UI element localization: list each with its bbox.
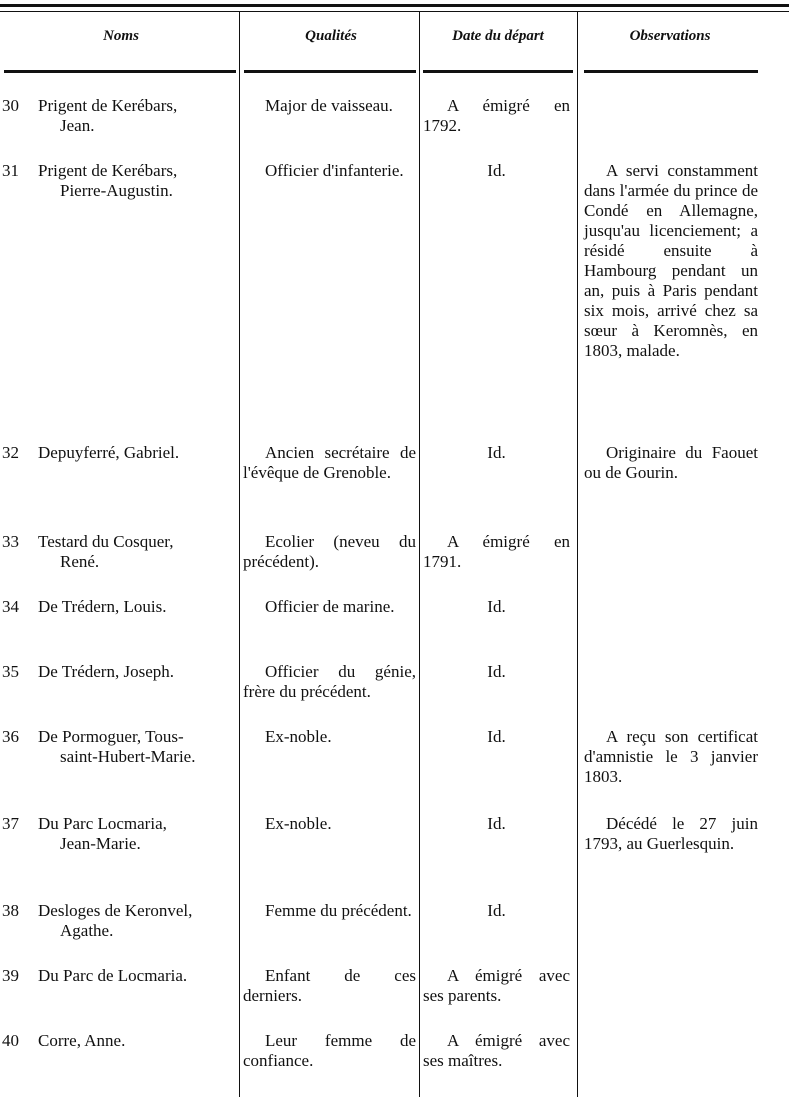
observation-cell: Décédé le 27 juin 1793, au Guerlesquin. — [584, 814, 758, 853]
date-cell: A émigré avec ses parents. — [423, 966, 570, 1005]
nom-cell — [38, 597, 238, 617]
date-cell: Id. — [487, 597, 506, 616]
header-rule-qualites — [244, 70, 416, 73]
row-number: 35 — [2, 662, 19, 681]
nom-line-1: De Pormoguer, Tous- — [38, 727, 184, 746]
row-number: 40 — [2, 1031, 19, 1050]
nom-cell — [38, 532, 238, 572]
date-cell: Id. — [487, 161, 506, 180]
nom-line-2: Pierre-Augustin. — [60, 181, 173, 200]
observation-cell: A servi constamment dans l'armée du prince de Condé en Allemagne, jusqu'au licenciement; a résidé ensuite à Hambourg pendant un an, puis à Paris pendant six mois, arrivé chez sa sœur à Keromnès, en 1803, malade. — [584, 161, 758, 360]
row-number: 32 — [2, 443, 19, 462]
nom-cell — [38, 1031, 238, 1051]
qualite-cell: Major de vaisseau. — [265, 96, 393, 115]
qualite-cell: Officier d'infanterie. — [265, 161, 404, 180]
nom-cell — [38, 662, 238, 682]
qualite-cell: Femme du précédent. — [265, 901, 412, 920]
nom-cell — [38, 443, 238, 463]
nom-line-2: Agathe. — [60, 921, 114, 940]
column-divider-2 — [419, 12, 420, 1097]
row-number: 37 — [2, 814, 19, 833]
row-number: 33 — [2, 532, 19, 551]
row-number: 38 — [2, 901, 19, 920]
header-date-depart: Date du départ — [452, 28, 544, 44]
row-number: 39 — [2, 966, 19, 985]
date-cell: A émigré avec ses maîtres. — [423, 1031, 570, 1070]
date-cell: Id. — [487, 443, 506, 462]
header-rule-observations — [584, 70, 758, 73]
header-rule-noms — [4, 70, 236, 73]
nom-line-2: Jean-Marie. — [60, 834, 141, 853]
header-noms: Noms — [103, 28, 139, 44]
nom-line-1: De Trédern, Joseph. — [38, 662, 174, 681]
qualite-cell: Ancien secrétaire de l'évêque de Grenoble. — [243, 443, 416, 482]
nom-line-1: Du Parc Locmaria, — [38, 814, 167, 833]
qualite-cell: Ecolier (neveu du précédent). — [243, 532, 416, 571]
qualite-cell: Ex-noble. — [265, 727, 332, 746]
nom-line-1: Du Parc de Locmaria. — [38, 966, 188, 985]
nom-line-1: Prigent de Kerébars, — [38, 161, 178, 180]
nom-line-1: Testard du Cosquer, — [38, 532, 174, 551]
date-cell: A émigré en 1791. — [423, 532, 570, 571]
nom-cell — [38, 727, 238, 767]
nom-line-2: René. — [60, 552, 100, 571]
nom-line-1: De Trédern, Louis. — [38, 597, 167, 616]
column-divider-1 — [239, 12, 240, 1097]
nom-cell — [38, 161, 238, 201]
nom-line-2: saint-Hubert-Marie. — [60, 747, 196, 766]
nom-line-2: Jean. — [60, 116, 95, 135]
nom-cell — [38, 901, 238, 941]
column-divider-3 — [577, 12, 578, 1097]
row-number: 30 — [2, 96, 19, 115]
nom-cell — [38, 96, 238, 136]
date-cell: Id. — [487, 662, 506, 681]
nom-line-1: Prigent de Kerébars, — [38, 96, 178, 115]
row-number: 31 — [2, 161, 19, 180]
row-number: 34 — [2, 597, 19, 616]
nom-line-1: Depuyferré, Gabriel. — [38, 443, 180, 462]
header-observations: Observations — [629, 28, 711, 44]
nom-line-1: Desloges de Keronvel, — [38, 901, 193, 920]
date-cell: Id. — [487, 901, 506, 920]
row-number: 36 — [2, 727, 19, 746]
nom-cell — [38, 966, 238, 986]
top-rule-thick — [0, 4, 789, 7]
nom-cell — [38, 814, 238, 854]
header-rule-date — [423, 70, 573, 73]
top-rule-thin — [0, 11, 789, 12]
qualite-cell: Officier du génie, frère du précédent. — [243, 662, 416, 701]
nom-line-1: Corre, Anne. — [38, 1031, 126, 1050]
qualite-cell: Officier de marine. — [265, 597, 395, 616]
observation-cell: A reçu son certificat d'amnistie le 3 janvier 1803. — [584, 727, 758, 786]
date-cell: A émigré en 1792. — [423, 96, 570, 135]
qualite-cell: Enfant de ces derniers. — [243, 966, 416, 1005]
date-cell: Id. — [487, 727, 506, 746]
qualite-cell: Leur femme de confiance. — [243, 1031, 416, 1070]
observation-cell: Originaire du Faouet ou de Gourin. — [584, 443, 758, 482]
header-qualites: Qualités — [305, 28, 357, 44]
date-cell: Id. — [487, 814, 506, 833]
qualite-cell: Ex-noble. — [265, 814, 332, 833]
